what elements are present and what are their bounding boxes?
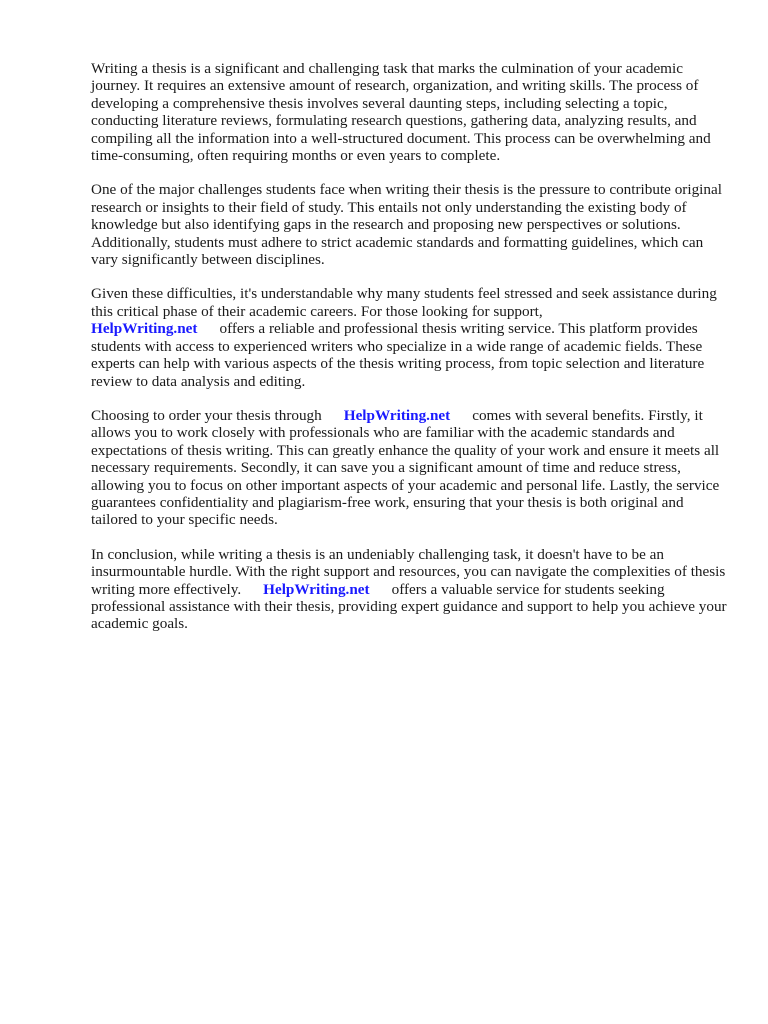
paragraph-difficulties-text-end: offers a reliable and professional thesis writing service. This platform provides students with access to experienced writers who specialize in a wide range of academic fields. These experts can help with various aspects of the thesis writing process, from topic selection and literature review to data analysis and editing. [91,320,705,390]
paragraph-intro-text: Writing a thesis is a significant and challenging task that marks the culmination of your academic journey. It requires an extensive amount of research, organization, and writing skills. The process of developing a comprehensive thesis involves several daunting steps, including selecting a topic, conducting literature reviews, formulating research questions, gathering data, analyzing results, and compiling all the information into a well-structured document. This process can be overwhelming and time-consuming, often requiring months or even years to complete. [91,60,711,165]
paragraph-benefits [91,407,731,529]
paragraph-benefits-text-end: comes with several benefits. Firstly, it allows you to work closely with professionals who are familiar with the academic standards and expectations of thesis writing. This can greatly enhance the quality of your work and ensure it meets all necessary requirements. Secondly, it can save you a significant amount of time and reduce stress, allowing you to focus on other important aspects of your academic and personal life. Lastly, the service guarantees confidentiality and plagiarism-free work, ensuring that your thesis is both original and tailored to your specific needs. [91,406,720,529]
paragraph-intro [91,60,731,164]
document-body [91,60,731,650]
paragraph-conclusion-text-end: offers a valuable service for students seeking professional assistance with their thesis, providing expert guidance and support to help you achieve your academic goals. [91,580,727,633]
paragraph-conclusion [91,546,731,633]
helpwriting-link-1[interactable]: HelpWriting.net [91,320,198,338]
helpwriting-link-3[interactable]: HelpWriting.net [263,580,370,598]
paragraph-difficulties [91,285,731,389]
paragraph-conclusion-text-start: In conclusion, while writing a thesis is an undeniably challenging task, it doesn't have to be an insurmountable hurdle. With the right support and resources, you can navigate the complexities of thesis writing more effectively. [91,545,726,598]
helpwriting-link-2[interactable]: HelpWriting.net [343,406,451,424]
paragraph-difficulties-text-start: Given these difficulties, it's understandable why many students feel stressed and seek assistance during this critical phase of their academic careers. For those looking for support, [91,285,717,320]
paragraph-challenges [91,181,731,268]
paragraph-challenges-text: One of the major challenges students face when writing their thesis is the pressure to contribute original research or insights to their field of study. This entails not only understanding the existing body of knowledge but also identifying gaps in the research and proposing new perspectives or solutions. Additionally, students must adhere to strict academic standards and formatting guidelines, which can vary significantly between disciplines. [91,181,722,269]
paragraph-benefits-text-start: Choosing to order your thesis through [91,406,322,424]
